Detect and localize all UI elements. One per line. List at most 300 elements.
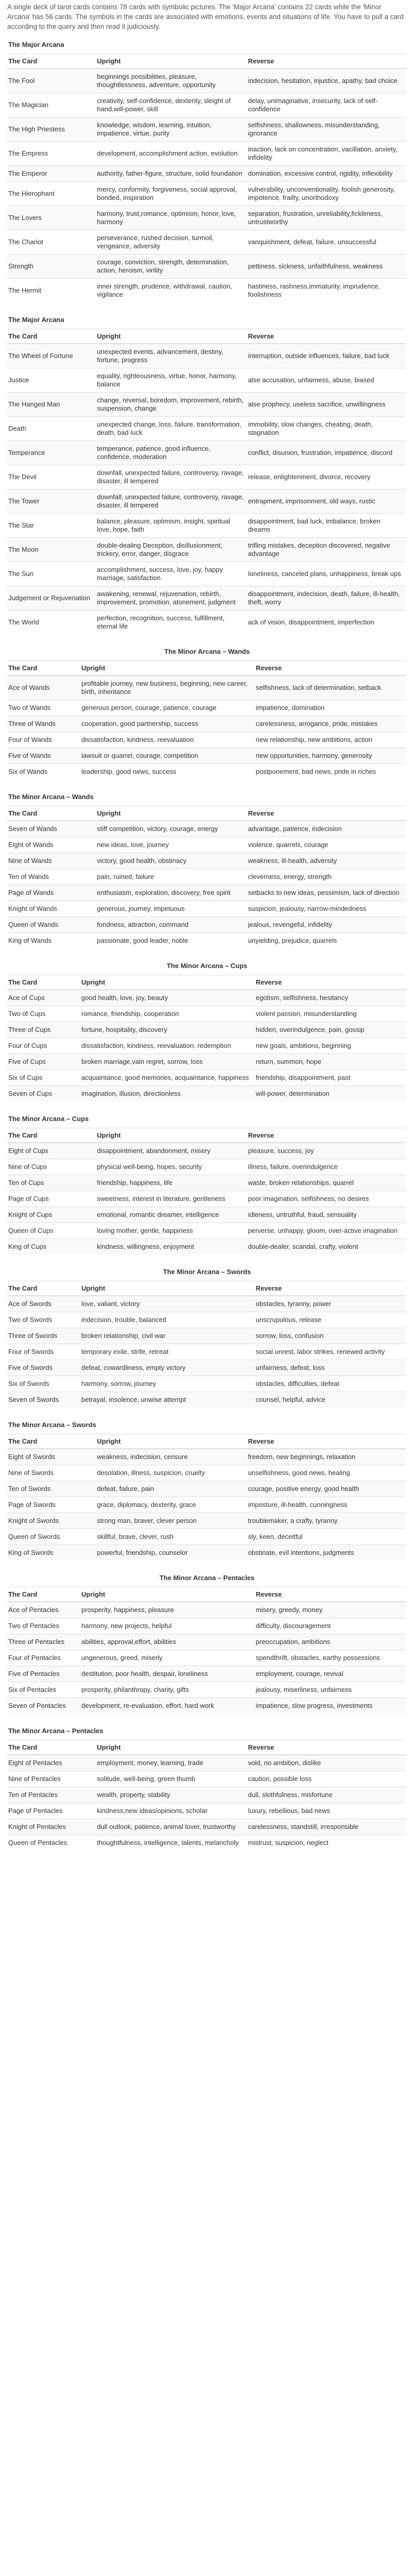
reverse-meaning-cell: new relationship, new ambitions, action bbox=[255, 732, 406, 748]
card-name-cell: The Hermit bbox=[7, 279, 96, 303]
card-name-cell: The Magician bbox=[7, 93, 96, 117]
table-row bbox=[7, 441, 406, 465]
card-name-cell: Knight of Pentacles bbox=[7, 1819, 96, 1835]
upright-meaning-cell: downfall, unexpected failure, controversy, ravage, disaster, ill tempered bbox=[96, 465, 247, 489]
reverse-meaning-cell: friendship, disappointment, past bbox=[255, 1070, 406, 1086]
card-meanings-table bbox=[7, 1740, 406, 1851]
card-name-cell: Queen of Cups bbox=[7, 1223, 96, 1239]
table-row bbox=[7, 1376, 406, 1392]
column-header-card: The Card bbox=[7, 329, 96, 344]
reverse-meaning-cell: jealous, revengeful, infidelity bbox=[247, 917, 406, 933]
reverse-meaning-cell: imposture, ill-health, cunningness bbox=[247, 1497, 406, 1513]
upright-meaning-cell: good health, love, joy, beauty bbox=[80, 990, 255, 1006]
reverse-meaning-cell: will-power, determination bbox=[255, 1086, 406, 1102]
card-name-cell: Queen of Swords bbox=[7, 1529, 96, 1545]
card-name-cell: Eight of Cups bbox=[7, 1143, 96, 1159]
reverse-meaning-cell: new opportunities, harmony, generosity bbox=[255, 748, 406, 764]
card-name-cell: The Star bbox=[7, 514, 96, 538]
upright-meaning-cell: emotional, romantic dreamer, intelligence bbox=[96, 1207, 247, 1223]
table-row bbox=[7, 230, 406, 255]
card-name-cell: Queen of Wands bbox=[7, 917, 96, 933]
table-row bbox=[7, 1682, 406, 1698]
upright-meaning-cell: thoughtfulness, intelligence, talents, melancholy bbox=[96, 1835, 247, 1851]
upright-meaning-cell: perseverance, rushed decision, turmoil, vengeance, adversity bbox=[96, 230, 247, 255]
column-header-card: The Card bbox=[7, 661, 80, 675]
table-header-row bbox=[7, 1434, 406, 1449]
table-row bbox=[7, 1207, 406, 1223]
section-title: The Minor Arcana – Wands bbox=[7, 791, 406, 806]
card-name-cell: Nine of Wands bbox=[7, 853, 96, 869]
reverse-meaning-cell: double-dealer, scandal, crafty, violent bbox=[247, 1239, 406, 1255]
reverse-meaning-cell: advantage, patience, indecision bbox=[247, 821, 406, 837]
card-name-cell: Judgement or Rejuvenation bbox=[7, 586, 96, 611]
reverse-meaning-cell: illness, failure, overindulgence bbox=[247, 1159, 406, 1175]
reverse-meaning-cell: sorrow, loss, confusion bbox=[255, 1328, 406, 1344]
reverse-meaning-cell: luxury, rebellious, bad news bbox=[247, 1803, 406, 1819]
table-row bbox=[7, 764, 406, 780]
card-name-cell: Knight of Wands bbox=[7, 901, 96, 917]
reverse-meaning-cell: alse prophecy, useless sacrifice, unwillingness bbox=[247, 393, 406, 417]
reverse-meaning-cell: egotism, selfishness, hesitancy bbox=[255, 990, 406, 1006]
column-header-card: The Card bbox=[7, 1740, 96, 1755]
card-meanings-table bbox=[7, 1281, 406, 1408]
card-name-cell: Ten of Cups bbox=[7, 1175, 96, 1191]
reverse-meaning-cell: cleverness, energy, strength bbox=[247, 869, 406, 885]
table-row bbox=[7, 700, 406, 716]
column-header-upright: Upright bbox=[96, 1434, 247, 1449]
table-row bbox=[7, 1344, 406, 1360]
reverse-meaning-cell: new goals, ambitions, beginning bbox=[255, 1038, 406, 1054]
table-row bbox=[7, 1618, 406, 1634]
card-name-cell: The Sun bbox=[7, 562, 96, 586]
upright-meaning-cell: loving mother, gentle, happiness bbox=[96, 1223, 247, 1239]
section-title: The Minor Arcana – Pentacles bbox=[7, 1572, 406, 1587]
reverse-meaning-cell: poor imagination, selfishness, no desires bbox=[247, 1191, 406, 1207]
card-name-cell: The Moon bbox=[7, 538, 96, 562]
card-name-cell: Four of Wands bbox=[7, 732, 80, 748]
table-row bbox=[7, 182, 406, 206]
table-row bbox=[7, 675, 406, 700]
reverse-meaning-cell: employment, courage, revival bbox=[255, 1666, 406, 1682]
table-row bbox=[7, 821, 406, 837]
card-name-cell: Justice bbox=[7, 368, 96, 393]
column-header-upright: Upright bbox=[96, 54, 247, 69]
reverse-meaning-cell: vanquishment, defeat, failure, unsuccessful bbox=[247, 230, 406, 255]
upright-meaning-cell: mercy, conformity, forgiveness, social approval, bonded, inspiration bbox=[96, 182, 247, 206]
upright-meaning-cell: harmony, new projects, helpful bbox=[80, 1618, 255, 1634]
column-header-card: The Card bbox=[7, 1128, 96, 1143]
arcana-section bbox=[7, 1113, 406, 1255]
card-name-cell: The Tower bbox=[7, 489, 96, 514]
upright-meaning-cell: harmony, sorrow, journey bbox=[80, 1376, 255, 1392]
card-name-cell: The World bbox=[7, 611, 96, 635]
table-row bbox=[7, 869, 406, 885]
reverse-meaning-cell: jealousy, miserliness, unfairness bbox=[255, 1682, 406, 1698]
card-meanings-table bbox=[7, 806, 406, 948]
column-header-card: The Card bbox=[7, 1281, 80, 1296]
reverse-meaning-cell: violent passion, misunderstanding bbox=[255, 1006, 406, 1022]
table-header-row bbox=[7, 1740, 406, 1755]
upright-meaning-cell: kindness,new ideas/opinions, scholar bbox=[96, 1803, 247, 1819]
section-title: The Minor Arcana – Cups bbox=[7, 960, 406, 975]
table-row bbox=[7, 1175, 406, 1191]
reverse-meaning-cell: obstacles, tyranny, power bbox=[255, 1296, 406, 1312]
column-header-upright: Upright bbox=[80, 1587, 255, 1602]
upright-meaning-cell: fortune, hospitality, discovery bbox=[80, 1022, 255, 1038]
table-row bbox=[7, 117, 406, 142]
table-row bbox=[7, 837, 406, 853]
reverse-meaning-cell: postponement, bad news, pride in riches bbox=[255, 764, 406, 780]
table-row bbox=[7, 1312, 406, 1328]
upright-meaning-cell: love, valiant, victory bbox=[80, 1296, 255, 1312]
reverse-meaning-cell: loneliness, canceled plans, unhappiness, break ups bbox=[247, 562, 406, 586]
reverse-meaning-cell: impatience, domination bbox=[255, 700, 406, 716]
table-row bbox=[7, 1755, 406, 1771]
reverse-meaning-cell: inaction, lack on concentration, vacillation, anxiety, infidelity bbox=[247, 142, 406, 166]
table-row bbox=[7, 1006, 406, 1022]
reverse-meaning-cell: return, summon, hope bbox=[255, 1054, 406, 1070]
upright-meaning-cell: enthusiasm, exploration, discovery, free spirit bbox=[96, 885, 247, 901]
card-name-cell: The Hanged Man bbox=[7, 393, 96, 417]
upright-meaning-cell: ungenerous, greed, miserly bbox=[80, 1650, 255, 1666]
reverse-meaning-cell: void, no ambition, dislike bbox=[247, 1755, 406, 1771]
reverse-meaning-cell: vulnerability, unconventionality, foolish generosity, impotence, frailty, unorthodoxy bbox=[247, 182, 406, 206]
table-row bbox=[7, 1022, 406, 1038]
table-row bbox=[7, 1787, 406, 1803]
card-name-cell: Seven of Cups bbox=[7, 1086, 80, 1102]
upright-meaning-cell: balance, pleasure, optimism, insight, spiritual love, hope, faith bbox=[96, 514, 247, 538]
card-name-cell: The Hierophant bbox=[7, 182, 96, 206]
reverse-meaning-cell: conflict, disunion, frustration, impatience, discord bbox=[247, 441, 406, 465]
table-row bbox=[7, 1143, 406, 1159]
table-row bbox=[7, 1497, 406, 1513]
column-header-reverse: Reverse bbox=[255, 661, 406, 675]
card-name-cell: King of Swords bbox=[7, 1545, 96, 1561]
card-name-cell: Six of Cups bbox=[7, 1070, 80, 1086]
section-title: The Minor Arcana – Wands bbox=[7, 646, 406, 661]
column-header-reverse: Reverse bbox=[247, 1740, 406, 1755]
card-name-cell: Four of Cups bbox=[7, 1038, 80, 1054]
upright-meaning-cell: generous, journey, impetuous bbox=[96, 901, 247, 917]
card-meanings-table bbox=[7, 1434, 406, 1561]
upright-meaning-cell: acquaintance, good memories, acquaintance, happiness bbox=[80, 1070, 255, 1086]
card-name-cell: Eight of Pentacles bbox=[7, 1755, 96, 1771]
table-row bbox=[7, 917, 406, 933]
upright-meaning-cell: temperance, patience, good influence, confidence, moderation bbox=[96, 441, 247, 465]
column-header-card: The Card bbox=[7, 1587, 80, 1602]
table-row bbox=[7, 465, 406, 489]
table-row bbox=[7, 368, 406, 393]
reverse-meaning-cell: selfishness, shallowness, misunderstanding, ignorance bbox=[247, 117, 406, 142]
table-row bbox=[7, 93, 406, 117]
table-row bbox=[7, 142, 406, 166]
reverse-meaning-cell: alse accusation, unfairness, abuse, biased bbox=[247, 368, 406, 393]
intro-text: A single deck of tarot cards contains 78 cards with symbolic pictures. The 'Major Arcana' contains 22 cards while the 'Minor Arcana' has 56 cards. The symbols in the cards are associated with emotions, events and situations of life. You have to pull a card according to the query and then read it judiciously. bbox=[7, 3, 404, 30]
upright-meaning-cell: sweetness, interest in literature, gentleness bbox=[96, 1191, 247, 1207]
reverse-meaning-cell: hastiness, rashness,immaturity, imprudence, foolishness bbox=[247, 279, 406, 303]
table-row bbox=[7, 1771, 406, 1787]
reverse-meaning-cell: courage, positive energy, good health bbox=[247, 1481, 406, 1497]
card-name-cell: Five of Wands bbox=[7, 748, 80, 764]
upright-meaning-cell: weakness, indecision, censure bbox=[96, 1449, 247, 1465]
upright-meaning-cell: abilities, approval,effort, abilities bbox=[80, 1634, 255, 1650]
table-row bbox=[7, 1634, 406, 1650]
table-row bbox=[7, 344, 406, 368]
arcana-section bbox=[7, 1725, 406, 1851]
arcana-section bbox=[7, 1419, 406, 1561]
table-header-row bbox=[7, 1128, 406, 1143]
column-header-reverse: Reverse bbox=[255, 1281, 406, 1296]
table-row bbox=[7, 1449, 406, 1465]
card-name-cell: Ace of Pentacles bbox=[7, 1602, 80, 1618]
table-row bbox=[7, 1328, 406, 1344]
table-row bbox=[7, 1360, 406, 1376]
reverse-meaning-cell: preoccupation, ambitions bbox=[255, 1634, 406, 1650]
card-name-cell: Page of Pentacles bbox=[7, 1803, 96, 1819]
card-name-cell: Eight of Swords bbox=[7, 1449, 96, 1465]
reverse-meaning-cell: freedom, new beginnings, relaxation bbox=[247, 1449, 406, 1465]
reverse-meaning-cell: counsel, helpful, advice bbox=[255, 1392, 406, 1408]
table-row bbox=[7, 206, 406, 230]
card-name-cell: Ace of Wands bbox=[7, 675, 80, 700]
reverse-meaning-cell: unscrupulous, release bbox=[255, 1312, 406, 1328]
column-header-upright: Upright bbox=[96, 1740, 247, 1755]
upright-meaning-cell: prosperity, happiness, pleasure bbox=[80, 1602, 255, 1618]
table-row bbox=[7, 1602, 406, 1618]
card-name-cell: Nine of Pentacles bbox=[7, 1771, 96, 1787]
table-row bbox=[7, 562, 406, 586]
table-row bbox=[7, 586, 406, 611]
arcana-section bbox=[7, 314, 406, 634]
reverse-meaning-cell: selfishness, lack of determination, setback bbox=[255, 675, 406, 700]
upright-meaning-cell: defeat, failure, pain bbox=[96, 1481, 247, 1497]
card-name-cell: Death bbox=[7, 417, 96, 441]
table-row bbox=[7, 1038, 406, 1054]
upright-meaning-cell: development, accomplishment action, evolution bbox=[96, 142, 247, 166]
upright-meaning-cell: courage, conviction, strength, determination, action, heroism, virility bbox=[96, 255, 247, 279]
card-name-cell: The Wheel of Fortune bbox=[7, 344, 96, 368]
table-row bbox=[7, 69, 406, 93]
table-row bbox=[7, 255, 406, 279]
card-name-cell: Three of Wands bbox=[7, 716, 80, 732]
reverse-meaning-cell: disappointment, indecision, death, failure, ill-health, theft, worry bbox=[247, 586, 406, 611]
table-row bbox=[7, 1239, 406, 1255]
upright-meaning-cell: unexpected change, loss, failure, transformation, death, bad luck bbox=[96, 417, 247, 441]
upright-meaning-cell: perfection, recognition, success, fulfillment, eternal life bbox=[96, 611, 247, 635]
table-row bbox=[7, 166, 406, 182]
upright-meaning-cell: change, reversal, boredom, improvement, rebirth, suspension, change bbox=[96, 393, 247, 417]
column-header-card: The Card bbox=[7, 975, 80, 990]
table-row bbox=[7, 933, 406, 949]
table-row bbox=[7, 1513, 406, 1529]
reverse-meaning-cell: idleness, untruthful, fraud, sensuality bbox=[247, 1207, 406, 1223]
card-name-cell: The Devil bbox=[7, 465, 96, 489]
card-name-cell: Seven of Wands bbox=[7, 821, 96, 837]
table-row bbox=[7, 1191, 406, 1207]
upright-meaning-cell: kindness, willingness, enjoyment bbox=[96, 1239, 247, 1255]
upright-meaning-cell: creativity, self-confidence, dexterity, sleight of hand,will-power, skill bbox=[96, 93, 247, 117]
reverse-meaning-cell: unselfishness, good news, healing bbox=[247, 1465, 406, 1481]
reverse-meaning-cell: spendthrift, obstacles, earthy possessions bbox=[255, 1650, 406, 1666]
table-row bbox=[7, 1070, 406, 1086]
card-name-cell: Five of Pentacles bbox=[7, 1666, 80, 1682]
reverse-meaning-cell: perverse, unhappy, gloom, over-active imagination bbox=[247, 1223, 406, 1239]
upright-meaning-cell: friendship, happiness, life bbox=[96, 1175, 247, 1191]
column-header-upright: Upright bbox=[96, 1128, 247, 1143]
upright-meaning-cell: accomplishment, success, love, joy, happy marriage, satisfaction bbox=[96, 562, 247, 586]
card-name-cell: Four of Swords bbox=[7, 1344, 80, 1360]
card-name-cell: The Emperor bbox=[7, 166, 96, 182]
section-title: The Major Arcana bbox=[7, 314, 406, 329]
reverse-meaning-cell: carelessness, standstill, irresponsible bbox=[247, 1819, 406, 1835]
table-row bbox=[7, 1054, 406, 1070]
arcana-section bbox=[7, 646, 406, 779]
reverse-meaning-cell: interruption, outside influences, failure, bad luck bbox=[247, 344, 406, 368]
upright-meaning-cell: dull outlook, patience, animal lover, trustworthy bbox=[96, 1819, 247, 1835]
reverse-meaning-cell: indecision, hesitation, injustice, apathy, bad choice bbox=[247, 69, 406, 93]
upright-meaning-cell: broken marriage,vain regret, sorrow, loss bbox=[80, 1054, 255, 1070]
upright-meaning-cell: generous person, courage, patience, courage bbox=[80, 700, 255, 716]
upright-meaning-cell: downfall, unexpected failure, controversy, ravage, disaster, ill tempered bbox=[96, 489, 247, 514]
column-header-card: The Card bbox=[7, 1434, 96, 1449]
upright-meaning-cell: strong man, braver, clever person bbox=[96, 1513, 247, 1529]
card-meanings-table bbox=[7, 975, 406, 1101]
table-row bbox=[7, 279, 406, 303]
reverse-meaning-cell: dull, slothfulness, misfortune bbox=[247, 1787, 406, 1803]
card-name-cell: Four of Pentacles bbox=[7, 1650, 80, 1666]
upright-meaning-cell: romance, friendship, cooperation bbox=[80, 1006, 255, 1022]
card-name-cell: Ace of Swords bbox=[7, 1296, 80, 1312]
upright-meaning-cell: unexpected events, advancement, destiny, fortune, progress bbox=[96, 344, 247, 368]
upright-meaning-cell: stiff competition, victory, courage, energy bbox=[96, 821, 247, 837]
column-header-reverse: Reverse bbox=[247, 54, 406, 69]
table-row bbox=[7, 901, 406, 917]
table-header-row bbox=[7, 54, 406, 69]
card-meanings-table bbox=[7, 661, 406, 779]
arcana-section bbox=[7, 960, 406, 1101]
arcana-section bbox=[7, 791, 406, 948]
card-name-cell: Page of Swords bbox=[7, 1497, 96, 1513]
card-name-cell: Temperance bbox=[7, 441, 96, 465]
column-header-upright: Upright bbox=[80, 975, 255, 990]
upright-meaning-cell: inner strength, prudence, withdrawal, caution, vigilance bbox=[96, 279, 247, 303]
card-name-cell: The Lovers bbox=[7, 206, 96, 230]
reverse-meaning-cell: delay, unimaginative, insecurity, lack of self-confidence bbox=[247, 93, 406, 117]
reverse-meaning-cell: entrapment, imprisonment, old ways, rustic bbox=[247, 489, 406, 514]
table-row bbox=[7, 393, 406, 417]
table-row bbox=[7, 538, 406, 562]
reverse-meaning-cell: carelessness, arrogance, pride, mistakes bbox=[255, 716, 406, 732]
upright-meaning-cell: temporary exile, strife, retreat bbox=[80, 1344, 255, 1360]
card-name-cell: Two of Pentacles bbox=[7, 1618, 80, 1634]
table-row bbox=[7, 1296, 406, 1312]
upright-meaning-cell: authority, father-figure, structure, solid foundation bbox=[96, 166, 247, 182]
column-header-reverse: Reverse bbox=[255, 975, 406, 990]
reverse-meaning-cell: caution, possible loss bbox=[247, 1771, 406, 1787]
reverse-meaning-cell: hidden, overindulgence, pain, gossip bbox=[255, 1022, 406, 1038]
reverse-meaning-cell: misery, greedy, money bbox=[255, 1602, 406, 1618]
card-name-cell: Knight of Swords bbox=[7, 1513, 96, 1529]
card-name-cell: Three of Swords bbox=[7, 1328, 80, 1344]
reverse-meaning-cell: ack of vision, disappointment, imperfection bbox=[247, 611, 406, 635]
section-title: The Minor Arcana – Cups bbox=[7, 1113, 406, 1128]
upright-meaning-cell: profitable journey, new business, beginning, new career, birth, inheritance bbox=[80, 675, 255, 700]
upright-meaning-cell: disappointment, abandonment, misery bbox=[96, 1143, 247, 1159]
table-row bbox=[7, 853, 406, 869]
table-row bbox=[7, 748, 406, 764]
arcana-section bbox=[7, 1572, 406, 1714]
column-header-reverse: Reverse bbox=[247, 806, 406, 821]
card-name-cell: Two of Cups bbox=[7, 1006, 80, 1022]
table-row bbox=[7, 1223, 406, 1239]
card-name-cell: Six of Wands bbox=[7, 764, 80, 780]
reverse-meaning-cell: pleasure, success, joy bbox=[247, 1143, 406, 1159]
reverse-meaning-cell: mistrust, suspicion, neglect bbox=[247, 1835, 406, 1851]
upright-meaning-cell: harmony, trust,romance, optimism, honor, love, harmony bbox=[96, 206, 247, 230]
reverse-meaning-cell: release, enlightenment, divorce, recovery bbox=[247, 465, 406, 489]
card-name-cell: Two of Wands bbox=[7, 700, 80, 716]
upright-meaning-cell: prosperity, philanthropy, charity, gifts bbox=[80, 1682, 255, 1698]
reverse-meaning-cell: pettiness, sickness, unfaithfulness, weakness bbox=[247, 255, 406, 279]
section-title: The Minor Arcana – Swords bbox=[7, 1419, 406, 1434]
upright-meaning-cell: broken relationship, civil war bbox=[80, 1328, 255, 1344]
column-header-upright: Upright bbox=[96, 329, 247, 344]
card-name-cell: Five of Cups bbox=[7, 1054, 80, 1070]
reverse-meaning-cell: obstinate, evil intentions, judgments bbox=[247, 1545, 406, 1561]
reverse-meaning-cell: domination, excessive control, rigidity, inflexibility bbox=[247, 166, 406, 182]
upright-meaning-cell: physical well-being, hopes, security bbox=[96, 1159, 247, 1175]
upright-meaning-cell: employment, money, learning, trade bbox=[96, 1755, 247, 1771]
table-row bbox=[7, 990, 406, 1006]
section-title: The Minor Arcana – Swords bbox=[7, 1266, 406, 1281]
card-meanings-table bbox=[7, 1587, 406, 1714]
table-row bbox=[7, 1835, 406, 1851]
card-name-cell: King of Wands bbox=[7, 933, 96, 949]
table-row bbox=[7, 1529, 406, 1545]
reverse-meaning-cell: separation, frustration, unreliability,fickleness, untrustworthy bbox=[247, 206, 406, 230]
reverse-meaning-cell: weakness, ill-health, adversity bbox=[247, 853, 406, 869]
card-meanings-table bbox=[7, 54, 406, 302]
reverse-meaning-cell: sly, keen, deceitful bbox=[247, 1529, 406, 1545]
upright-meaning-cell: double-dealing Deception, disillusionment, trickery, error, danger, disgrace bbox=[96, 538, 247, 562]
card-name-cell: Eight of Wands bbox=[7, 837, 96, 853]
card-name-cell: Six of Swords bbox=[7, 1376, 80, 1392]
card-name-cell: Knight of Cups bbox=[7, 1207, 96, 1223]
card-name-cell: Ten of Swords bbox=[7, 1481, 96, 1497]
reverse-meaning-cell: troublemaker, a crafty, tyranny bbox=[247, 1513, 406, 1529]
table-row bbox=[7, 1086, 406, 1102]
upright-meaning-cell: development, re-evaluation, effort, hard work bbox=[80, 1698, 255, 1714]
column-header-upright: Upright bbox=[80, 1281, 255, 1296]
table-row bbox=[7, 1159, 406, 1175]
upright-meaning-cell: awakening, renewal, rejuvenation, rebirth, improvement, promotion, atonement, judgment bbox=[96, 586, 247, 611]
upright-meaning-cell: dissatisfaction, kindness, reevaluation bbox=[80, 732, 255, 748]
card-name-cell: Strength bbox=[7, 255, 96, 279]
upright-meaning-cell: new ideas, love, journey bbox=[96, 837, 247, 853]
card-name-cell: The Empress bbox=[7, 142, 96, 166]
section-title: The Minor Arcana – Pentacles bbox=[7, 1725, 406, 1740]
table-row bbox=[7, 1666, 406, 1682]
upright-meaning-cell: pain, ruined, failure bbox=[96, 869, 247, 885]
upright-meaning-cell: beginnings possibilities, pleasure, thoughtlessness, adventure, opportunity bbox=[96, 69, 247, 93]
column-header-reverse: Reverse bbox=[247, 1128, 406, 1143]
card-name-cell: The Fool bbox=[7, 69, 96, 93]
upright-meaning-cell: imagination, illusion, directionless bbox=[80, 1086, 255, 1102]
reverse-meaning-cell: suspicion, jealousy, narrow-mindedness bbox=[247, 901, 406, 917]
upright-meaning-cell: powerful, friendship, counselor bbox=[96, 1545, 247, 1561]
reverse-meaning-cell: unfairness, defeat, loss bbox=[255, 1360, 406, 1376]
reverse-meaning-cell: trifling mistakes, deception discovered, negative advantage bbox=[247, 538, 406, 562]
